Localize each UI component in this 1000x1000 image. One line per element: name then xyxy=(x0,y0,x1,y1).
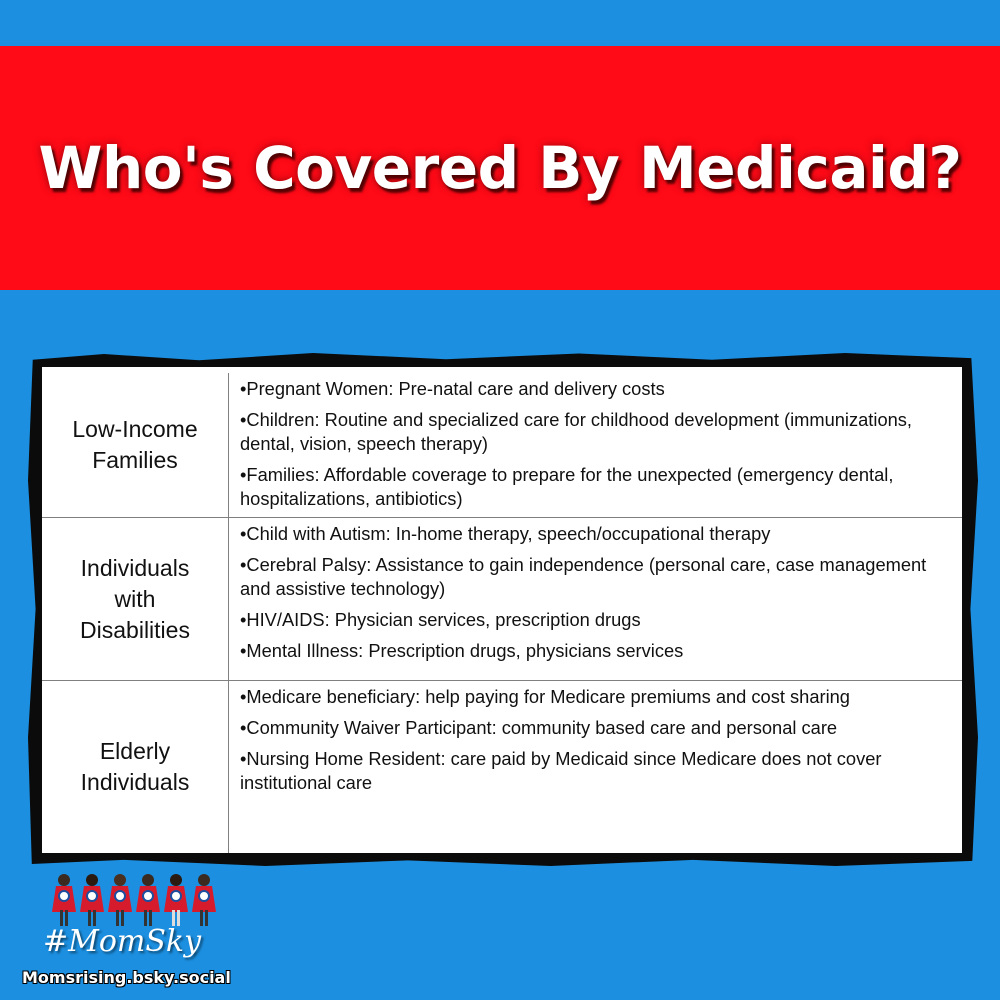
list-item: •HIV/AIDS: Physician services, prescription drugs xyxy=(240,609,641,630)
table-row xyxy=(42,373,962,518)
list-item: •Child with Autism: In-home therapy, speech/occupational therapy xyxy=(240,523,771,544)
bsky-handle: Momsrising.bsky.social xyxy=(22,968,231,987)
page-title: Who's Covered By Medicaid? xyxy=(38,134,962,202)
category-cell: Elderly Individuals xyxy=(42,681,229,853)
momsky-hashtag: #MomSky xyxy=(42,924,202,959)
list-item: •Cerebral Palsy: Assistance to gain independence (personal care, case management and assistive technology) xyxy=(240,554,927,599)
list-item: •Community Waiver Participant: community based care and personal care xyxy=(240,717,838,738)
category-cell: Low-Income Families xyxy=(42,373,229,517)
category-cell: Individuals with Disabilities xyxy=(42,518,229,680)
list-item: •Medicare beneficiary: help paying for Medicare premiums and cost sharing xyxy=(240,686,850,707)
list-item: •Mental Illness: Prescription drugs, physicians services xyxy=(240,640,684,661)
items-cell xyxy=(229,518,962,680)
coverage-table xyxy=(42,373,962,853)
table-row xyxy=(42,518,962,681)
list-item: •Families: Affordable coverage to prepare for the unexpected (emergency dental, hospitalizations, antibiotics) xyxy=(240,464,894,509)
items-cell xyxy=(229,373,962,517)
title-banner xyxy=(0,46,1000,290)
items-cell xyxy=(229,681,962,853)
coverage-table-panel xyxy=(42,367,962,853)
list-item: •Pregnant Women: Pre-natal care and delivery costs xyxy=(240,378,665,399)
caped-moms-figures-icon xyxy=(50,872,222,928)
list-item: •Nursing Home Resident: care paid by Medicaid since Medicare does not cover institutional care xyxy=(240,748,882,793)
table-row xyxy=(42,681,962,853)
list-item: •Children: Routine and specialized care for childhood development (immunizations, dental, vision, speech therapy) xyxy=(240,409,912,454)
momsky-logo xyxy=(22,868,231,992)
